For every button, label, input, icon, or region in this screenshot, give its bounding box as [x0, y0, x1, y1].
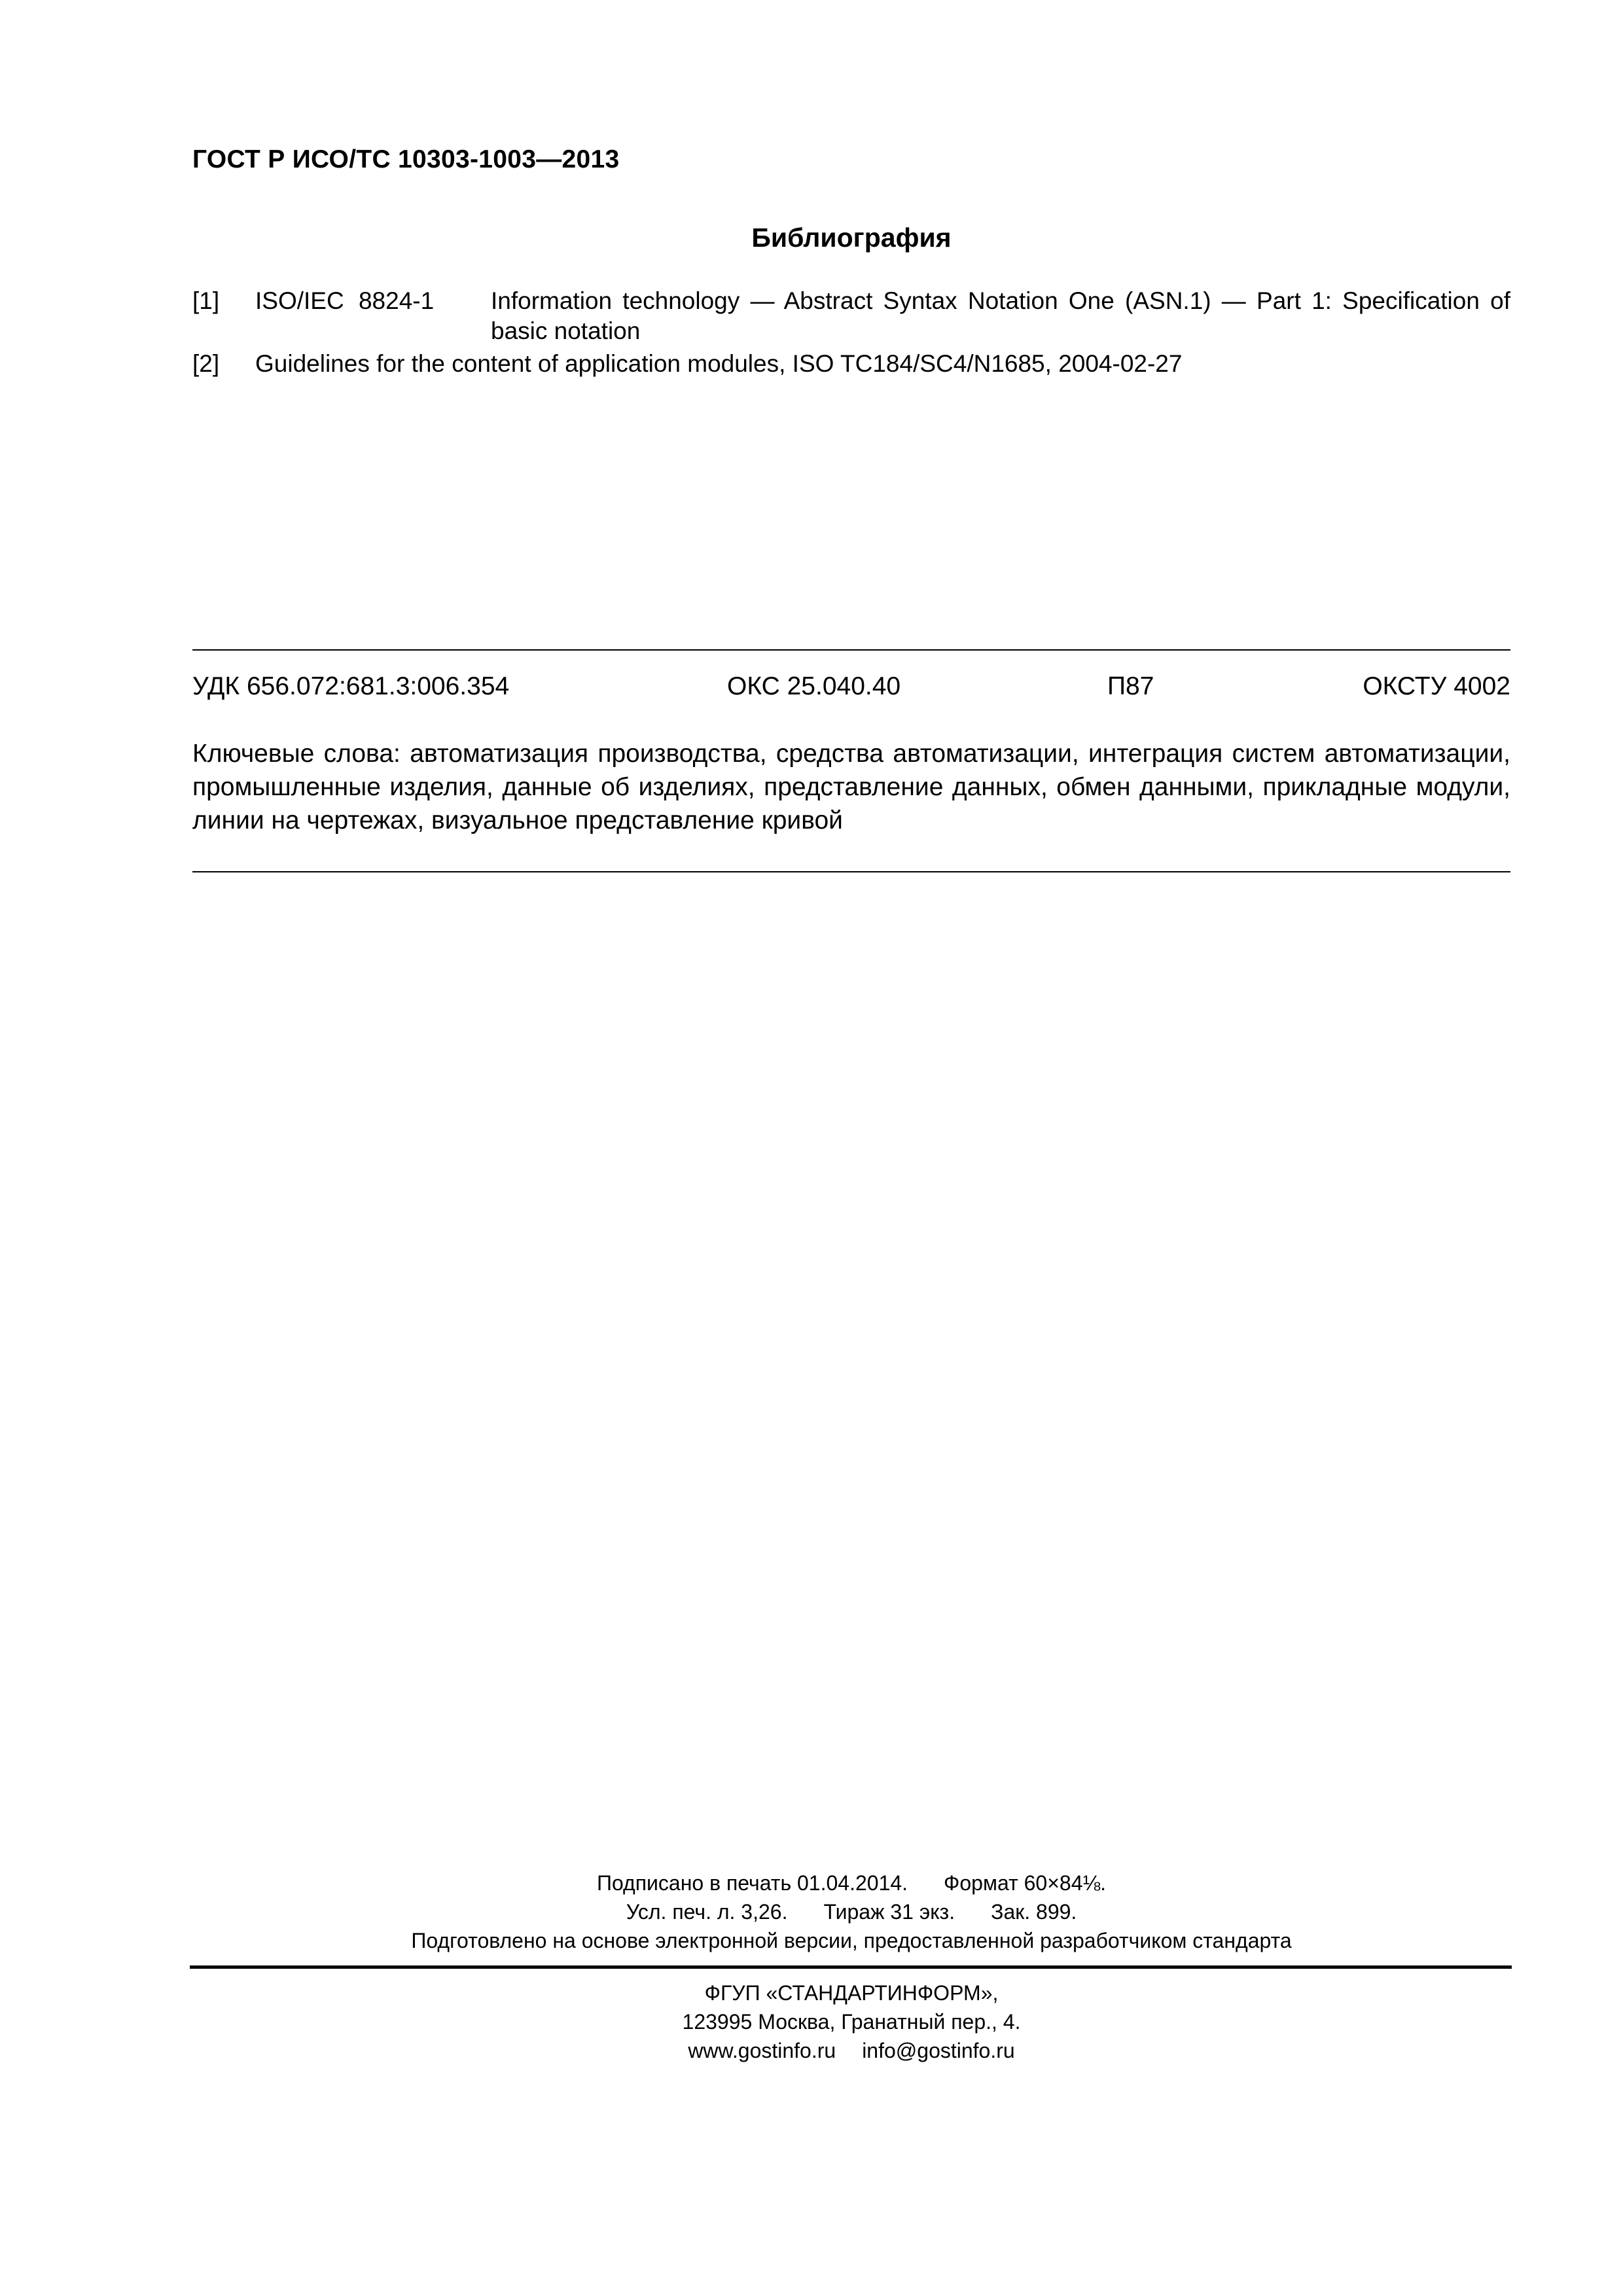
- entry-standard: ISO/IEC 8824-1: [255, 287, 435, 314]
- imprint-block: [192, 1869, 1510, 1955]
- publisher-address: 123995 Москва, Гранатный пер., 4.: [682, 2010, 1021, 2034]
- bibliography-title: Библиография: [751, 223, 952, 253]
- classification-row: [192, 672, 1510, 705]
- order-number: Зак. 899.: [991, 1900, 1077, 1924]
- udc-code: УДК 656.072:681.3:006.354: [192, 672, 510, 700]
- email-link[interactable]: info@gostinfo.ru: [862, 2039, 1015, 2062]
- divider: [192, 871, 1510, 872]
- bibliography-entry: [192, 349, 1510, 379]
- thick-divider: [190, 1965, 1512, 1969]
- publisher-contacts: [192, 2036, 1510, 2065]
- divider: [192, 649, 1510, 651]
- entry-number: [1]: [192, 287, 220, 314]
- group-code: П87: [1107, 672, 1154, 700]
- okstu-code: ОКСТУ 4002: [1363, 672, 1510, 700]
- entry-number: [2]: [192, 350, 220, 377]
- paper-format: Формат 60×84⅛.: [944, 1871, 1107, 1895]
- keywords-paragraph: Ключевые слова: автоматизация производства, средства автоматизации, интеграция систем автоматизации, промышленные изделия, данные об изделиях, представление данных, обмен данными, прикладные модули, линии на чертежах, визуальное представление кривой: [192, 740, 1510, 834]
- circulation: Тираж 31 экз.: [823, 1900, 955, 1924]
- publisher-name: ФГУП «СТАНДАРТИНФОРМ»,: [704, 1981, 999, 2005]
- website-link[interactable]: www.gostinfo.ru: [688, 2039, 836, 2062]
- bibliography-entry: [192, 286, 1510, 346]
- document-code: ГОСТ Р ИСО/ТС 10303-1003—2013: [192, 145, 620, 173]
- oks-code: ОКС 25.040.40: [727, 672, 901, 700]
- publisher-block: [192, 1979, 1510, 2065]
- signed-date: Подписано в печать 01.04.2014.: [596, 1871, 908, 1895]
- print-sheets: Усл. печ. л. 3,26.: [626, 1900, 788, 1924]
- imprint-line: [192, 1897, 1510, 1926]
- entry-text: Guidelines for the content of application modules, ISO TC184/SC4/N1685, 2004-02-27: [255, 350, 1183, 377]
- imprint-line: [192, 1869, 1510, 1897]
- entry-title: Information technology — Abstract Syntax Notation One (ASN.1) — Part 1: Specification of basic notation: [491, 287, 1510, 344]
- prepared-note: Подготовлено на основе электронной версии, предоставленной разработчиком стандарта: [411, 1929, 1292, 1952]
